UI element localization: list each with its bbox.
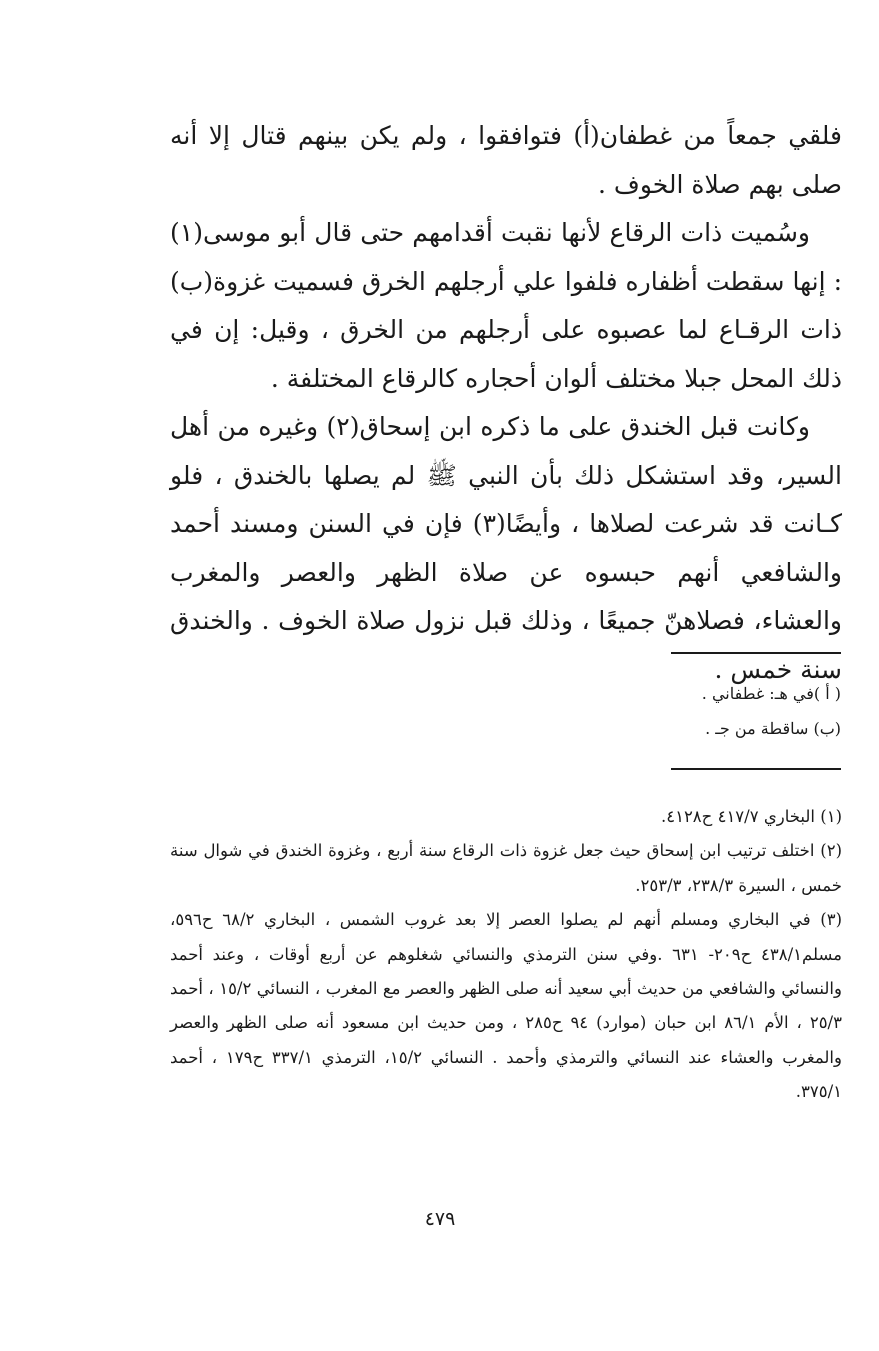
footnote-3: (٣) في البخاري ومسلم أنهم لم يصلوا العصر إلا بعد غروب الشمس ، البخاري ٦٨/٢ ح٥٩٦، مسلم٤٣٨/١ ح٢٠٩- ٦٣١ .وفي سنن الترمذي والنسائي شغلوهم عن أربع أوقات ، وعند أحمد والنسائي والشافعي من حديث أبي سعيد أنه صلى الظهر والعصر مع المغرب ، النسائي ١٥/٢ ، أحمد ٢٥/٣ ، الأم ٨٦/١ ابن حبان (موارد) ٩٤ ح٢٨٥ ، ومن حديث ابن مسعود أنه صلى الظهر والعصر والمغرب والعشاء عند النسائي والترمذي وأحمد . النسائي ١٥/٢، الترمذي ٣٣٧/١ ح١٧٩ ، أحمد ٣٧٥/١. bbox=[170, 910, 843, 1102]
variant-note-a: ( أ )في هـ: غطفاني . bbox=[701, 684, 841, 703]
paragraph-3: وكانت قبل الخندق على ما ذكره ابن إسحاق(٢) وغيره من أهل السير، وقد استشكل ذلك بأن النبي ﷺ لم يصلها بالخندق ، فلو كـانت قد شرعت لصلاها ، وأيضًا(٣) فإن في السنن ومسند أحمد والشافعي أنهم حبسوه عن صلاة الظهر والعصر والمغرب والعشاء، فصلاهنّ جميعًا ، وذلك قبل نزول صلاة الخوف . والخندق سنة خمس . bbox=[170, 412, 842, 684]
paragraph-2: وسُميت ذات الرقاع لأنها نقبت أقدامهم حتى قال أبو موسى(١) : إنها سقطت أظفاره فلفوا علي أرجلهم الخرق فسميت غزوة(ب) ذات الرقـاع لما عصبوه على أرجلهم من الخرق ، وقيل: إن في ذلك المحل جبلا مختلف ألوان أحجاره كالرقاع المختلفة . bbox=[170, 218, 842, 393]
page-number: ٤٧٩ bbox=[424, 1208, 456, 1230]
variant-note-b: (ب) ساقطة من جـ . bbox=[705, 719, 841, 738]
variant-notes bbox=[500, 676, 841, 746]
footnote-2: (٢) اختلف ترتيب ابن إسحاق حيث جعل غزوة ذات الرقاع سنة أربع ، وغزوة الخندق في شوال سنة خمس ، السيرة ٢٣٨/٣، ٢٥٣/٣. bbox=[170, 841, 842, 895]
paragraph-1: فلقي جمعاً من غطفان(أ) فتوافقوا ، ولم يكن بينهم قتال إلا أنه صلى بهم صلاة الخوف . bbox=[170, 121, 842, 199]
footnote-1: (١) البخاري ٤١٧/٧ ح٤١٢٨. bbox=[660, 807, 842, 826]
footnotes bbox=[170, 800, 842, 1110]
main-text bbox=[170, 112, 842, 694]
footnote-divider-top bbox=[671, 652, 841, 654]
footnote-divider-bottom bbox=[671, 768, 841, 770]
